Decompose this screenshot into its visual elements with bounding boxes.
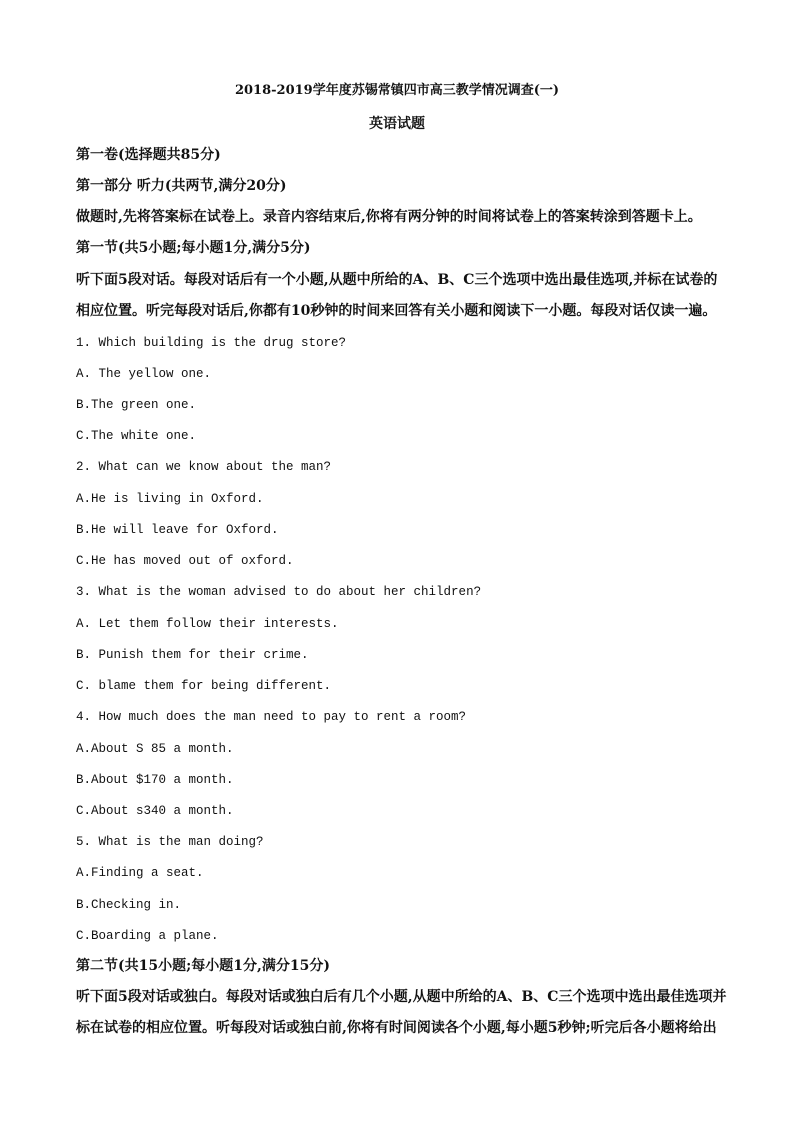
section1-heading: 第一节(共5小题;每小题1分,满分5分) (76, 240, 311, 256)
option-5c: C.Boarding a plane. (76, 929, 219, 943)
exam-subtitle: 英语试题 (369, 116, 425, 132)
section2-instruction-line: 听下面5段对话或独白。每段对话或独白后有几个小题,从题中所给的A、B、C三个选项中选出最佳选项并 (76, 989, 727, 1005)
option-1b: B.The green one. (76, 398, 197, 412)
option-5a: A.Finding a seat. (76, 866, 204, 880)
option-3a: A. Let them follow their interests. (76, 617, 339, 631)
option-1a: A. The yellow one. (76, 367, 212, 381)
question-2: 2. What can we know about the man? (76, 460, 332, 474)
option-2b: B.He will leave for Oxford. (76, 523, 279, 537)
option-1c: C.The white one. (76, 429, 197, 443)
question-3: 3. What is the woman advised to do about her children? (76, 585, 482, 599)
section1-instruction-line: 相应位置。听完每段对话后,你都有10秒钟的时间来回答有关小题和阅读下一小题。每段对话仅读一遍。 (76, 303, 717, 319)
part1-heading: 第一部分 听力(共两节,满分20分) (76, 178, 287, 194)
option-4a: A.About S 85 a month. (76, 742, 234, 756)
option-3c: C. blame them for being different. (76, 679, 332, 693)
option-4b: B.About $170 a month. (76, 773, 234, 787)
question-1: 1. Which building is the drug store? (76, 336, 347, 350)
volume-heading: 第一卷(选择题共85分) (76, 147, 221, 163)
exam-title: 2018-2019学年度苏锡常镇四市高三教学情况调查(一) (234, 83, 560, 98)
option-2c: C.He has moved out of oxford. (76, 554, 294, 568)
question-5: 5. What is the man doing? (76, 835, 264, 849)
option-5b: B.Checking in. (76, 898, 182, 912)
section2-heading: 第二节(共15小题;每小题1分,满分15分) (76, 958, 330, 974)
part1-instruction: 做题时,先将答案标在试卷上。录音内容结束后,你将有两分钟的时间将试卷上的答案转涂到答题卡上。 (76, 209, 702, 225)
option-2a: A.He is living in Oxford. (76, 492, 264, 506)
option-3b: B. Punish them for their crime. (76, 648, 309, 662)
section2-instruction-line: 标在试卷的相应位置。听每段对话或独白前,你将有时间阅读各个小题,每小题5秒钟;听完后各小题将给出 (76, 1020, 717, 1036)
option-4c: C.About s340 a month. (76, 804, 234, 818)
question-4: 4. How much does the man need to pay to rent a room? (76, 710, 467, 724)
section1-instruction-line: 听下面5段对话。每段对话后有一个小题,从题中所给的A、B、C三个选项中选出最佳选项,并标在试卷的 (76, 272, 718, 288)
